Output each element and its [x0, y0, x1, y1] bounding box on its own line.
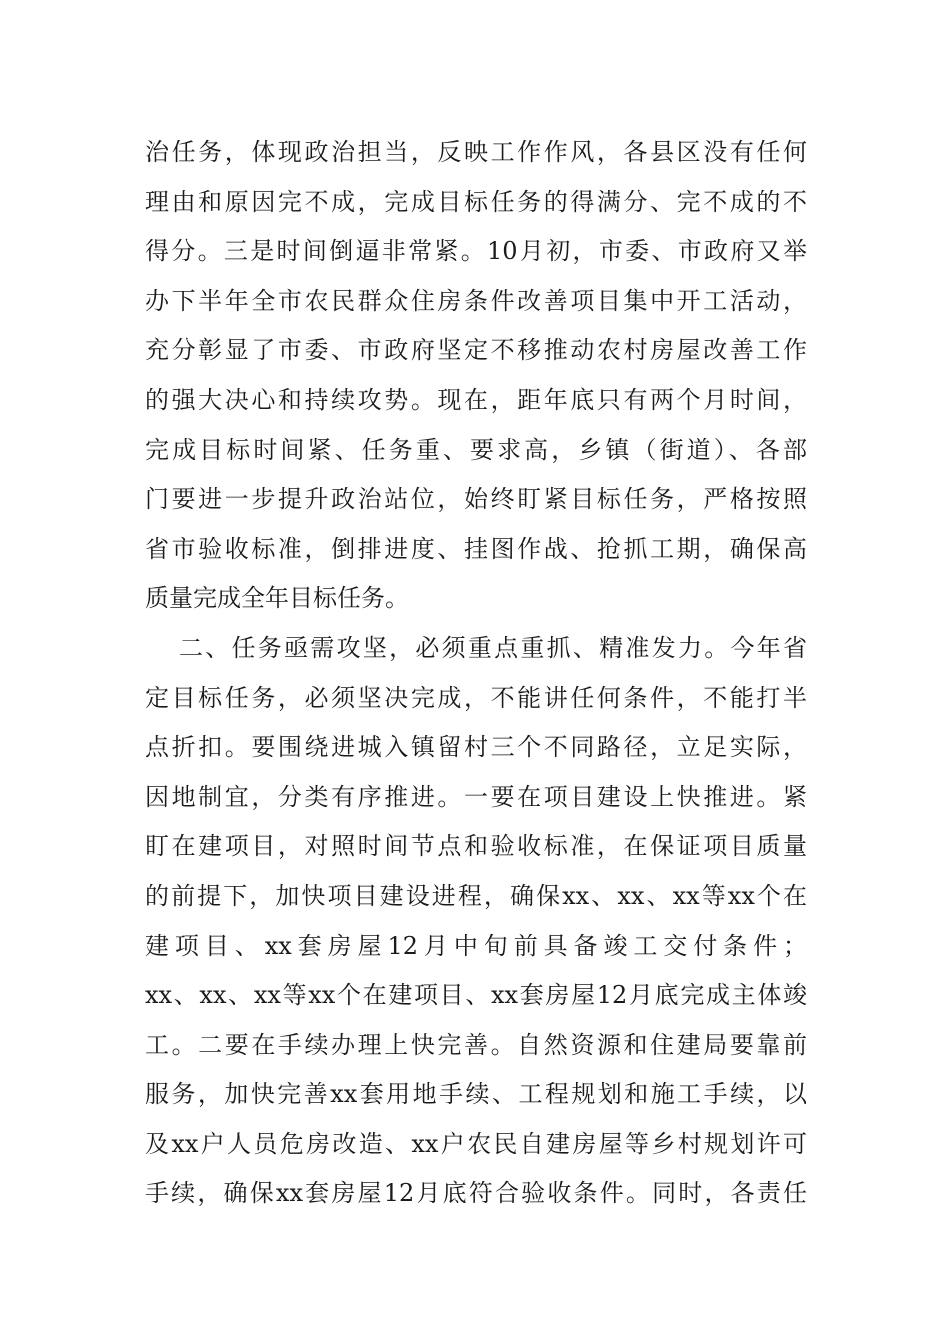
text-line: 工。二要在手续办理上快完善。自然资源和住建局要靠前 [145, 1030, 807, 1059]
text-line: 建项目、xx套房屋12月中旬前具备竣工交付条件； [145, 931, 807, 960]
text-line: 因地制宜，分类有序推进。一要在项目建设上快推进。紧 [145, 782, 807, 811]
text-line: 质量完成全年目标任务。 [145, 584, 409, 613]
text-line: 省市验收标准，倒排进度、挂图作战、抢抓工期，确保高 [145, 534, 807, 563]
text-line: 盯在建项目，对照时间节点和验收标准，在保证项目质量 [145, 832, 807, 861]
text-line: 的强大决心和持续攻势。现在，距年底只有两个月时间， [145, 385, 807, 414]
text-line: 点折扣。要围绕进城入镇留村三个不同路径，立足实际， [145, 733, 807, 762]
text-line: 服务，加快完善xx套用地手续、工程规划和施工手续，以 [145, 1080, 807, 1109]
text-line: 理由和原因完不成，完成目标任务的得满分、完不成的不 [145, 187, 807, 216]
text-line: 得分。三是时间倒逼非常紧。10月初，市委、市政府又举 [145, 237, 807, 266]
text-line: 门要进一步提升政治站位，始终盯紧目标任务，严格按照 [145, 485, 807, 514]
text-line: 治任务，体现政治担当，反映工作作风，各县区没有任何 [145, 138, 807, 166]
paragraph-heading-line: 二、任务亟需攻坚，必须重点重抓、精准发力。今年省 [179, 633, 807, 662]
text-line: 定目标任务，必须坚决完成，不能讲任何条件，不能打半 [145, 683, 807, 712]
text-line: 的前提下，加快项目建设进程，确保xx、xx、xx等xx个在 [145, 881, 807, 910]
body-text [145, 128, 807, 1219]
text-line: 及xx户人员危房改造、xx户农民自建房屋等乡村规划许可 [145, 1129, 807, 1158]
text-line: xx、xx、xx等xx个在建项目、xx套房屋12月底完成主体竣 [145, 981, 807, 1010]
text-line: 手续，确保xx套房屋12月底符合验收条件。同时，各责任 [145, 1179, 807, 1208]
text-line: 办下半年全市农民群众住房条件改善项目集中开工活动， [145, 286, 807, 315]
text-line: 充分彰显了市委、市政府坚定不移推动农村房屋改善工作 [145, 336, 807, 365]
text-line: 完成目标时间紧、任务重、要求高，乡镇（街道）、各部 [145, 435, 807, 464]
